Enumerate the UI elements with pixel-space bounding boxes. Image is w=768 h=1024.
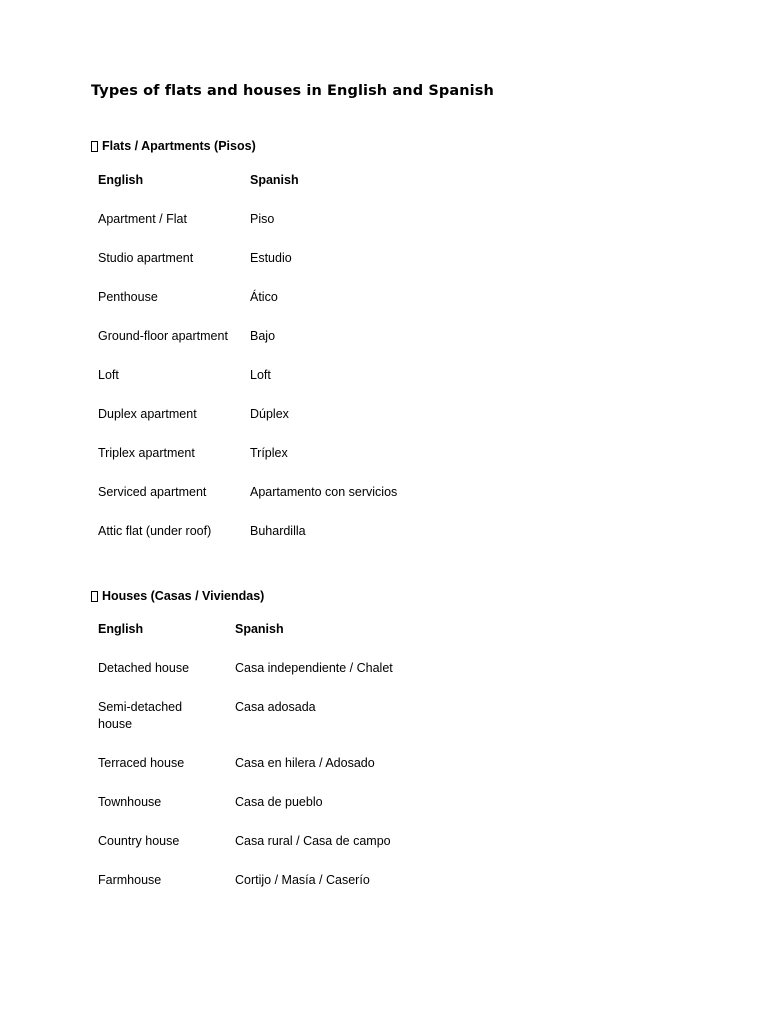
- table-row: [98, 660, 393, 677]
- spanish-term: Cortijo / Masía / Caserío: [235, 873, 370, 887]
- table-header-row: [98, 621, 393, 638]
- spanish-term: Loft: [250, 368, 271, 382]
- english-term: Loft: [98, 368, 119, 382]
- missing-glyph-icon: [91, 141, 98, 152]
- spanish-term: Casa de pueblo: [235, 795, 323, 809]
- houses-table: [98, 621, 393, 889]
- section-heading-flats: [91, 139, 256, 153]
- spanish-term: Ático: [250, 290, 278, 304]
- english-term: Country house: [98, 834, 180, 848]
- spanish-term: Piso: [250, 212, 275, 226]
- table-row: [98, 289, 397, 306]
- table-row: [98, 484, 397, 501]
- spanish-term: Tríplex: [250, 446, 288, 460]
- column-header-spanish: Spanish: [250, 173, 299, 187]
- section-heading-houses: [91, 589, 264, 603]
- column-header-spanish: Spanish: [235, 622, 284, 636]
- english-term: Penthouse: [98, 290, 158, 304]
- table-row: [98, 406, 397, 423]
- table-row: [98, 699, 393, 733]
- english-term: Detached house: [98, 661, 190, 675]
- column-header-english: English: [98, 622, 144, 636]
- table-row: [98, 445, 397, 462]
- english-term: Semi-detached house: [98, 700, 183, 731]
- section-heading-label: Houses (Casas / Viviendas): [102, 589, 265, 603]
- table-row: [98, 523, 397, 540]
- spanish-term: Casa en hilera / Adosado: [235, 756, 375, 770]
- table-row: [98, 250, 397, 267]
- table-row: [98, 794, 393, 811]
- spanish-term: Buhardilla: [250, 524, 306, 538]
- spanish-term: Bajo: [250, 329, 276, 343]
- table-row: [98, 833, 393, 850]
- spanish-term: Casa adosada: [235, 700, 316, 714]
- table-row: [98, 755, 393, 772]
- english-term-cell: [98, 699, 235, 733]
- english-term: Ground-floor apartment: [98, 329, 228, 343]
- document-title: Types of flats and houses in English and Spanish: [91, 83, 494, 99]
- missing-glyph-icon: [91, 591, 98, 602]
- table-header-row: [98, 172, 397, 189]
- english-term: Duplex apartment: [98, 407, 197, 421]
- spanish-term: Apartamento con servicios: [250, 485, 398, 499]
- english-term: Attic flat (under roof): [98, 524, 212, 538]
- table-row: [98, 211, 397, 228]
- spanish-term: Casa rural / Casa de campo: [235, 834, 391, 848]
- table-row: [98, 872, 393, 889]
- spanish-term: Estudio: [250, 251, 292, 265]
- spanish-term: Dúplex: [250, 407, 289, 421]
- table-row: [98, 367, 397, 384]
- english-term: Farmhouse: [98, 873, 162, 887]
- table-row: [98, 328, 397, 345]
- english-term: Studio apartment: [98, 251, 194, 265]
- flats-table: [98, 172, 397, 540]
- english-term: Terraced house: [98, 756, 185, 770]
- spanish-term: Casa independiente / Chalet: [235, 661, 393, 675]
- column-header-english: English: [98, 173, 144, 187]
- english-term: Serviced apartment: [98, 485, 207, 499]
- section-heading-label: Flats / Apartments (Pisos): [102, 139, 256, 153]
- english-term: Triplex apartment: [98, 446, 195, 460]
- english-term: Apartment / Flat: [98, 212, 187, 226]
- english-term: Townhouse: [98, 795, 162, 809]
